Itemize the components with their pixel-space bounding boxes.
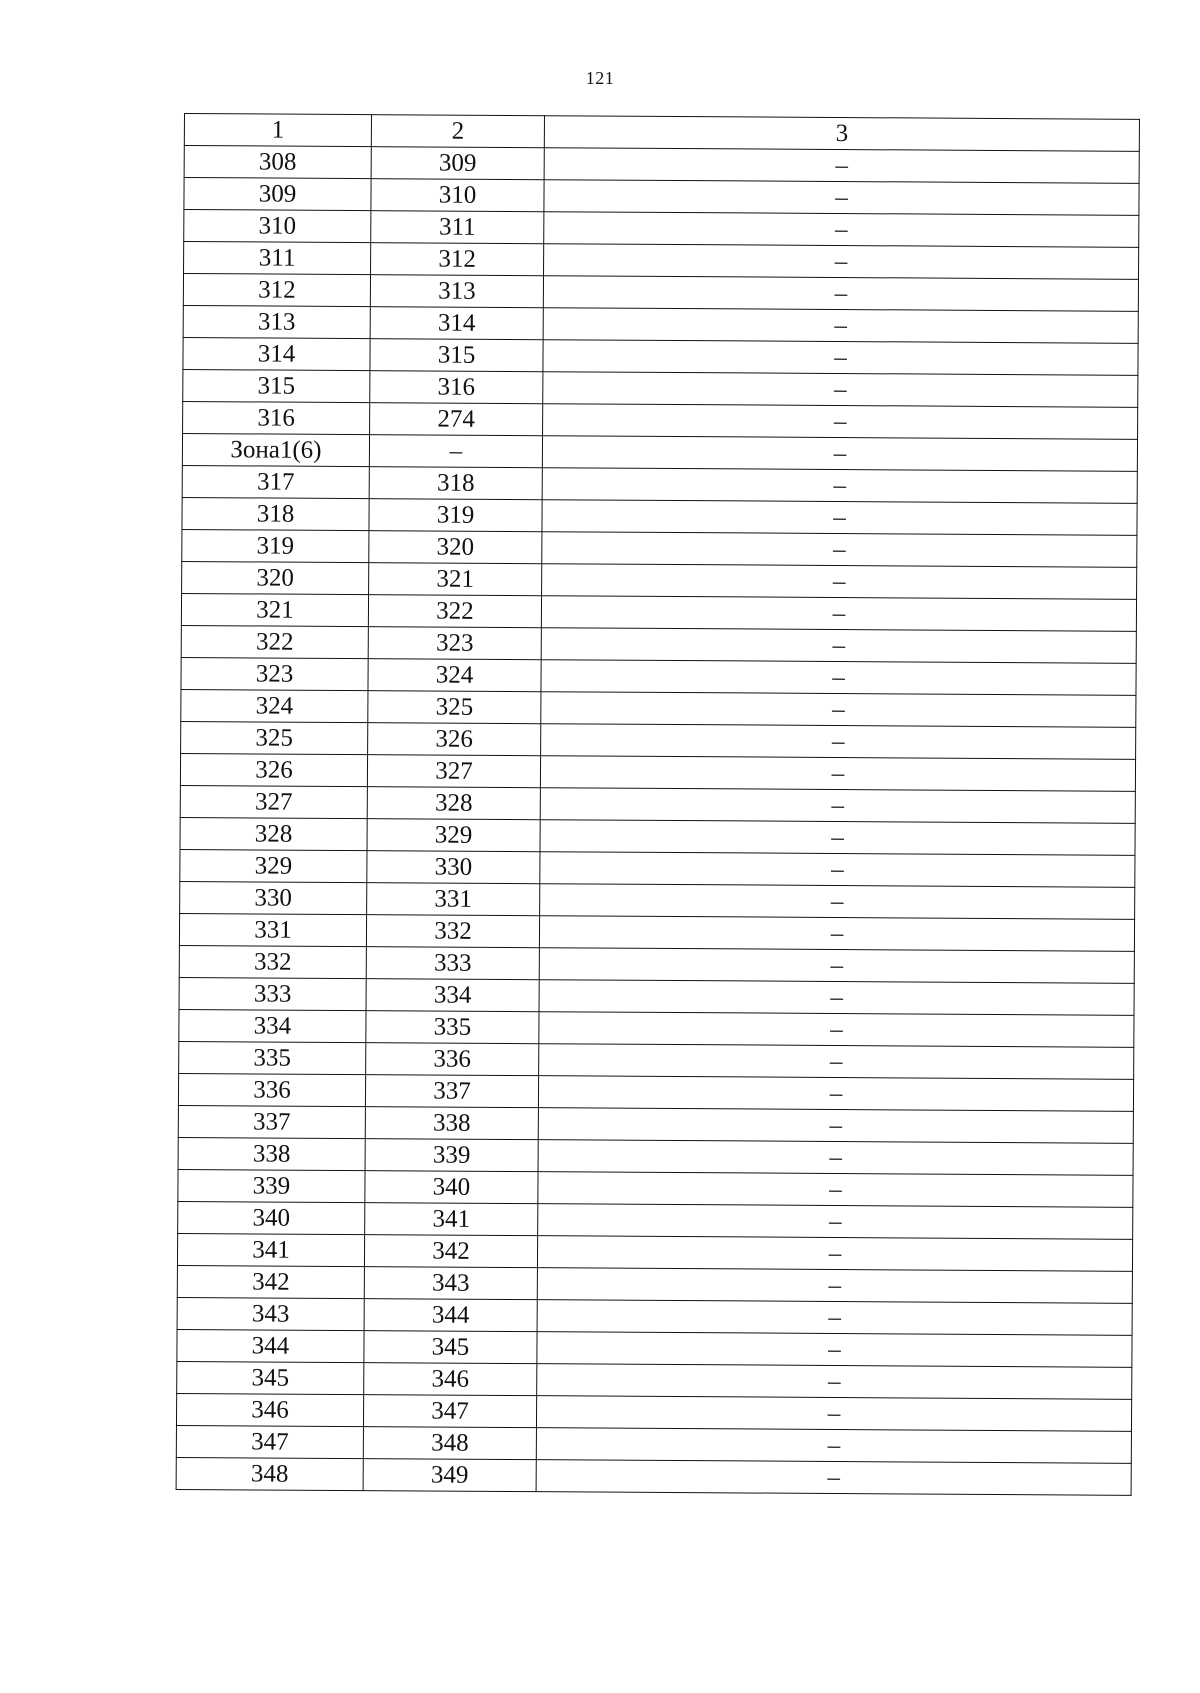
table-cell-col-3: – [540,820,1135,856]
table-cell-col-3: – [538,1172,1133,1208]
table-cell-col-1: 310 [184,210,371,243]
table-cell-col-2: 325 [368,691,541,724]
table-cell-col-2: 314 [370,307,543,340]
column-header-1: 1 [184,114,371,147]
table-cell-col-3: – [536,1460,1131,1496]
table-cell-col-3: – [537,1300,1132,1336]
table-cell-col-2: 340 [365,1171,538,1204]
table-cell-col-2: 333 [366,947,539,980]
table-cell-col-3: – [541,596,1136,632]
table-cell-col-3: – [543,372,1138,408]
table-cell-col-1: 329 [180,849,367,882]
table-cell-col-3: – [544,180,1139,216]
table-cell-col-3: – [541,660,1136,696]
column-header-3: 3 [544,116,1139,152]
table-cell-col-3: – [538,1076,1133,1112]
table-cell-col-1: 312 [183,274,370,307]
table-cell-col-3: – [538,1140,1133,1176]
table-cell-col-3: – [536,1428,1131,1464]
table-cell-col-2: 322 [368,595,541,628]
table-cell-col-3: – [544,212,1139,248]
table-cell-col-1: 321 [181,593,368,626]
table-cell-col-2: 315 [370,339,543,372]
table-cell-col-2: 310 [371,179,544,212]
table-cell-col-1: 345 [177,1361,364,1394]
table-cell-col-3: – [541,628,1136,664]
table-cell-col-1: 317 [182,465,369,498]
table-cell-col-1: Зона1(6) [182,433,369,466]
table-cell-col-2: 318 [369,467,542,500]
table-cell-col-2: 327 [367,755,540,788]
table-cell-col-2: 331 [367,883,540,916]
table-cell-col-1: 325 [181,721,368,754]
table-cell-col-2: 343 [364,1267,537,1300]
table-body [176,114,1139,1496]
table-cell-col-3: – [541,724,1136,760]
table-cell-col-2: 330 [367,851,540,884]
table-cell-col-2: 313 [370,275,543,308]
table-cell-col-1: 336 [178,1073,365,1106]
table-cell-col-3: – [542,532,1137,568]
table-cell-col-3: – [543,340,1138,376]
table-cell-col-1: 332 [179,945,366,978]
table-cell-col-3: – [542,468,1137,504]
table-cell-col-1: 347 [176,1425,363,1458]
table-cell-col-3: – [544,244,1139,280]
table-cell-col-1: 335 [179,1041,366,1074]
table-cell-col-1: 322 [181,625,368,658]
table-cell-col-3: – [537,1236,1132,1272]
table-cell-col-1: 340 [178,1201,365,1234]
table-cell-col-2: 316 [370,371,543,404]
table-cell-col-1: 333 [179,977,366,1010]
table-cell-col-3: – [537,1332,1132,1368]
table-row [176,1457,1131,1495]
table-cell-col-3: – [539,916,1134,952]
table-cell-col-2: 347 [363,1395,536,1428]
table-cell-col-2: 328 [367,787,540,820]
table-cell-col-2: 319 [369,499,542,532]
table-cell-col-2: 341 [365,1203,538,1236]
table-cell-col-2: 345 [364,1331,537,1364]
table-cell-col-1: 346 [176,1393,363,1426]
table-cell-col-1: 315 [183,369,370,402]
table-cell-col-2: 339 [365,1139,538,1172]
table-cell-col-3: – [542,564,1137,600]
table-cell-col-2: 309 [371,147,544,180]
table-cell-col-2: 344 [364,1299,537,1332]
table-cell-col-3: – [537,1268,1132,1304]
table-cell-col-2: 336 [366,1043,539,1076]
table-cell-col-2: 329 [367,819,540,852]
table-cell-col-3: – [539,1044,1134,1080]
table-cell-col-1: 331 [179,913,366,946]
table-cell-col-3: – [539,1012,1134,1048]
table-cell-col-3: – [539,980,1134,1016]
table-cell-col-1: 342 [177,1265,364,1298]
table-cell-col-2: 346 [364,1363,537,1396]
table-cell-col-1: 314 [183,337,370,370]
table-cell-col-2: 324 [368,659,541,692]
table-cell-col-3: – [541,692,1136,728]
table-cell-col-2: 320 [369,531,542,564]
table-cell-col-1: 338 [178,1137,365,1170]
table-cell-col-2: 311 [371,211,544,244]
table-cell-col-1: 313 [183,305,370,338]
table-cell-col-3: – [536,1396,1131,1432]
table-cell-col-2: 334 [366,979,539,1012]
table-cell-col-3: – [543,308,1138,344]
table-cell-col-2: – [369,435,542,468]
table-cell-col-1: 308 [184,146,371,179]
page-number: 121 [585,68,615,88]
table-cell-col-1: 326 [180,753,367,786]
table-cell-col-1: 319 [182,529,369,562]
table-cell-col-3: – [543,276,1138,312]
table-cell-col-2: 312 [371,243,544,276]
table-cell-col-2: 338 [365,1107,538,1140]
table-cell-col-1: 343 [177,1297,364,1330]
table-cell-col-1: 330 [180,881,367,914]
column-header-2: 2 [371,115,544,148]
table-cell-col-1: 339 [178,1169,365,1202]
table-cell-col-3: – [539,948,1134,984]
table-cell-col-3: – [544,148,1139,184]
table-cell-col-3: – [540,852,1135,888]
table-cell-col-2: 348 [363,1427,536,1460]
table-cell-col-3: – [542,500,1137,536]
table-cell-col-2: 326 [368,723,541,756]
table-cell-col-3: – [542,436,1137,472]
table-cell-col-2: 342 [364,1235,537,1268]
table-cell-col-1: 309 [184,178,371,211]
table-cell-col-1: 327 [180,785,367,818]
table-cell-col-1: 337 [178,1105,365,1138]
table-cell-col-1: 334 [179,1009,366,1042]
table-cell-col-2: 337 [365,1075,538,1108]
table-cell-col-1: 318 [182,497,369,530]
data-table [176,113,1140,1496]
table-cell-col-1: 328 [180,817,367,850]
table-cell-col-2: 323 [368,627,541,660]
table-cell-col-2: 349 [363,1459,536,1492]
table-cell-col-1: 344 [177,1329,364,1362]
table-cell-col-1: 323 [181,657,368,690]
table-cell-col-2: 321 [369,563,542,596]
table-cell-col-3: – [540,788,1135,824]
table-cell-col-3: – [540,756,1135,792]
table-cell-col-1: 320 [182,561,369,594]
table-cell-col-3: – [540,884,1135,920]
table-cell-col-3: – [538,1108,1133,1144]
table-cell-col-2: 332 [366,915,539,948]
table-cell-col-1: 341 [177,1233,364,1266]
table-cell-col-1: 324 [181,689,368,722]
table-cell-col-1: 348 [176,1457,363,1490]
table-cell-col-2: 335 [366,1011,539,1044]
table-cell-col-1: 311 [184,242,371,275]
table-cell-col-3: – [543,404,1138,440]
table-cell-col-3: – [538,1204,1133,1240]
table-cell-col-2: 274 [370,403,543,436]
table-cell-col-1: 316 [183,401,370,434]
table-cell-col-3: – [537,1364,1132,1400]
